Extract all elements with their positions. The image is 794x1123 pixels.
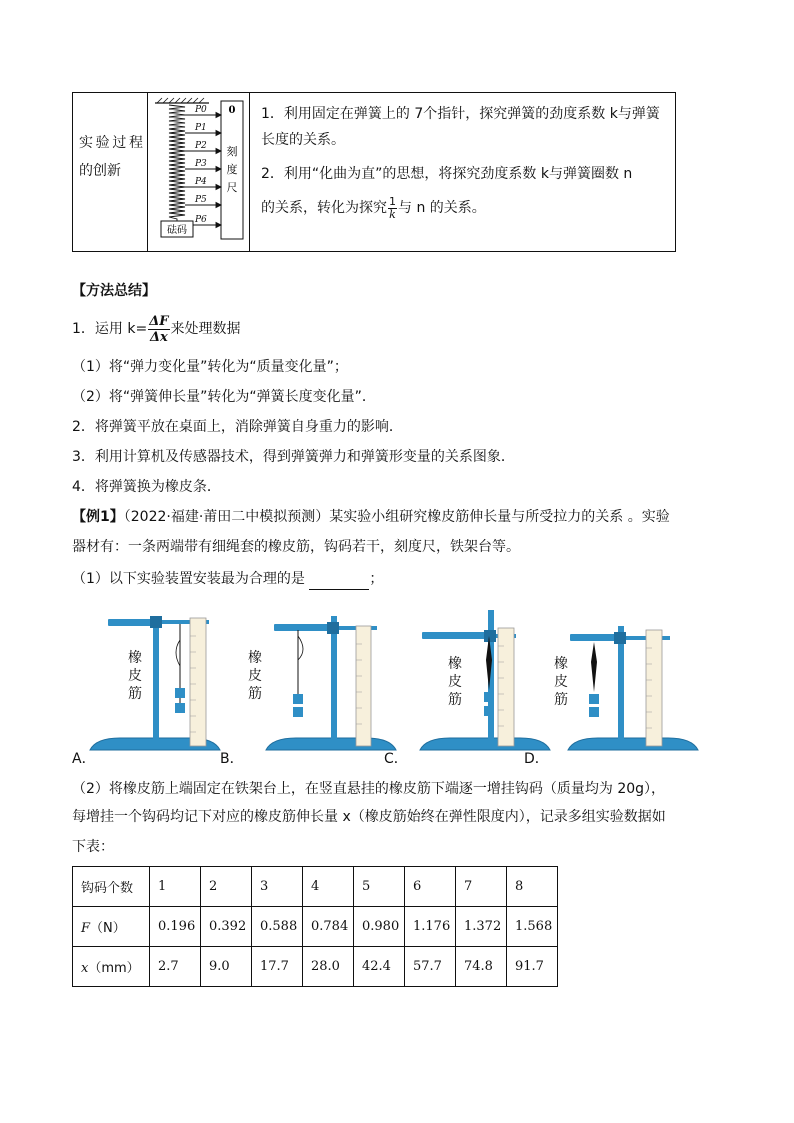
formula-denominator: Δx xyxy=(149,329,168,345)
header-force: F（N） xyxy=(73,907,150,947)
answer-blank[interactable] xyxy=(309,575,369,590)
band-label-d-1: 橡 xyxy=(554,656,568,672)
table-cell: 0.588 xyxy=(252,907,303,947)
option-b-letter[interactable]: B． xyxy=(220,751,244,767)
band-label-c-2: 皮 xyxy=(448,674,462,690)
scale-zero: 0 xyxy=(228,105,236,116)
table-row-force xyxy=(73,907,558,947)
table-cell: 2 xyxy=(201,867,252,907)
table-cell: 6 xyxy=(405,867,456,907)
table-cell: 74.8 xyxy=(456,947,507,987)
table-cell: 1 xyxy=(150,867,201,907)
question-1-end: ； xyxy=(369,571,384,587)
table-cell: 9.0 xyxy=(201,947,252,987)
example-line-1 xyxy=(72,506,670,528)
method-heading: 【方法总结】 xyxy=(72,283,156,299)
method-item-1-post: 来处理数据 xyxy=(170,321,241,337)
band-label-a-3: 筋 xyxy=(128,686,142,702)
pointer-p5: P5 xyxy=(195,195,207,205)
data-table xyxy=(72,866,558,987)
method-item-3: 3．利用计算机及传感器技术，得到弹簧弹力和弹簧形变量的关系图象． xyxy=(72,449,515,465)
formula-numerator: ΔF xyxy=(149,313,169,329)
table-cell: 0.392 xyxy=(201,907,252,947)
option-c-letter[interactable]: C． xyxy=(384,751,408,767)
header-extension: x（mm） xyxy=(73,947,150,987)
innovation-point-2b xyxy=(261,195,671,221)
fraction-denominator: k xyxy=(389,207,396,221)
table-cell: 4 xyxy=(303,867,354,907)
band-label-b-3: 筋 xyxy=(248,686,262,702)
table-cell: 1.568 xyxy=(507,907,558,947)
band-label-b-2: 皮 xyxy=(248,668,262,684)
option-a-apparatus[interactable] xyxy=(90,616,220,750)
table-cell: 57.7 xyxy=(405,947,456,987)
question-1 xyxy=(72,568,383,590)
table-row-count xyxy=(73,867,558,907)
innovation-table xyxy=(72,92,676,252)
spring-diagram xyxy=(151,97,247,247)
band-label-b-1: 橡 xyxy=(248,650,262,666)
table-cell: 3 xyxy=(252,867,303,907)
band-label-c-3: 筋 xyxy=(448,692,462,708)
question-2-line-3: 下表： xyxy=(72,839,114,855)
header-count: 钩码个数 xyxy=(73,867,150,907)
table-cell: 2.7 xyxy=(150,947,201,987)
category-label: 实验过程的创新 xyxy=(79,135,143,179)
band-label-a-2: 皮 xyxy=(128,668,142,684)
question-1-text: （1）以下实验装置安装最为合理的是 xyxy=(72,571,305,587)
pointer-p3: P3 xyxy=(195,159,207,169)
option-c-apparatus[interactable] xyxy=(420,610,550,750)
method-item-1-pre: 1．运用 k= xyxy=(72,321,148,337)
weight-label: 砝码 xyxy=(167,225,187,236)
example-text-1: （2022·福建·莆田二中模拟预测）某实验小组研究橡皮筋伸长量与所受拉力的关系 。实验 xyxy=(123,509,670,525)
method-item-1a: （1）将“弹力变化量”转化为“质量变化量”； xyxy=(72,359,348,375)
table-cell: 17.7 xyxy=(252,947,303,987)
pointer-p6: P6 xyxy=(195,215,207,225)
table-cell: 5 xyxy=(354,867,405,907)
pointer-p0: P0 xyxy=(195,105,207,115)
example-tag: 【例1】 xyxy=(72,509,124,525)
table-cell: 0.784 xyxy=(303,907,354,947)
table-cell: 28.0 xyxy=(303,947,354,987)
table-cell: 1.176 xyxy=(405,907,456,947)
option-b-apparatus[interactable] xyxy=(266,616,396,750)
question-2-line-2: 每增挂一个钩码均记下对应的橡皮筋伸长量 x（橡皮筋始终在弹性限度内），记录多组实验数据如 xyxy=(72,809,666,825)
option-d-apparatus[interactable] xyxy=(568,626,698,750)
band-label-c-1: 橡 xyxy=(448,656,462,672)
method-item-1b: （2）将“弹簧伸长量”转化为“弹簧长度变化量”． xyxy=(72,389,376,405)
innovation-point-2a: 2．利用“化曲为直”的思想，将探究劲度系数 k与弹簧圈数 n xyxy=(261,166,633,182)
pointer-p1: P1 xyxy=(195,123,207,133)
options-figure xyxy=(72,600,752,768)
band-label-a-1: 橡 xyxy=(128,650,142,666)
point-2b-post: 与 n 的关系。 xyxy=(398,200,486,216)
table-cell: 1.372 xyxy=(456,907,507,947)
scale-char-3: 尺 xyxy=(226,181,238,194)
table-cell: 91.7 xyxy=(507,947,558,987)
method-item-2: 2．将弹簧平放在桌面上，消除弹簧自身重力的影响． xyxy=(72,419,403,435)
scale-char-2: 度 xyxy=(226,163,238,176)
table-cell: 0.196 xyxy=(150,907,201,947)
pointer-p2: P2 xyxy=(195,141,207,151)
option-a-letter[interactable]: A． xyxy=(72,751,96,767)
header-force-text: （N） xyxy=(90,921,126,936)
band-label-d-3: 筋 xyxy=(554,692,568,708)
band-label-d-2: 皮 xyxy=(554,674,568,690)
table-row-extension xyxy=(73,947,558,987)
fraction-numerator: 1 xyxy=(389,194,396,208)
method-item-1 xyxy=(72,312,241,346)
table-cell: 7 xyxy=(456,867,507,907)
header-extension-text: （mm） xyxy=(88,961,140,976)
scale-char-1: 刻 xyxy=(226,145,238,158)
point-2b-pre: 的关系，转化为探究 xyxy=(261,200,387,216)
method-item-4: 4．将弹簧换为橡皮条． xyxy=(72,479,221,495)
option-d-letter[interactable]: D． xyxy=(524,751,549,767)
innovation-point-1: 1．利用固定在弹簧上的 7个指针，探究弹簧的劲度系数 k与弹簧长度的关系。 xyxy=(261,106,660,148)
question-2-line-1: （2）将橡皮筋上端固定在铁架台上，在竖直悬挂的橡皮筋下端逐一增挂钩码（质量均为 20g）， xyxy=(72,781,666,797)
table-cell: 8 xyxy=(507,867,558,907)
pointer-p4: P4 xyxy=(195,177,207,187)
table-cell: 42.4 xyxy=(354,947,405,987)
table-cell: 0.980 xyxy=(354,907,405,947)
example-line-2: 器材有：一条两端带有细绳套的橡皮筋，钩码若干，刻度尺，铁架台等。 xyxy=(72,539,520,555)
